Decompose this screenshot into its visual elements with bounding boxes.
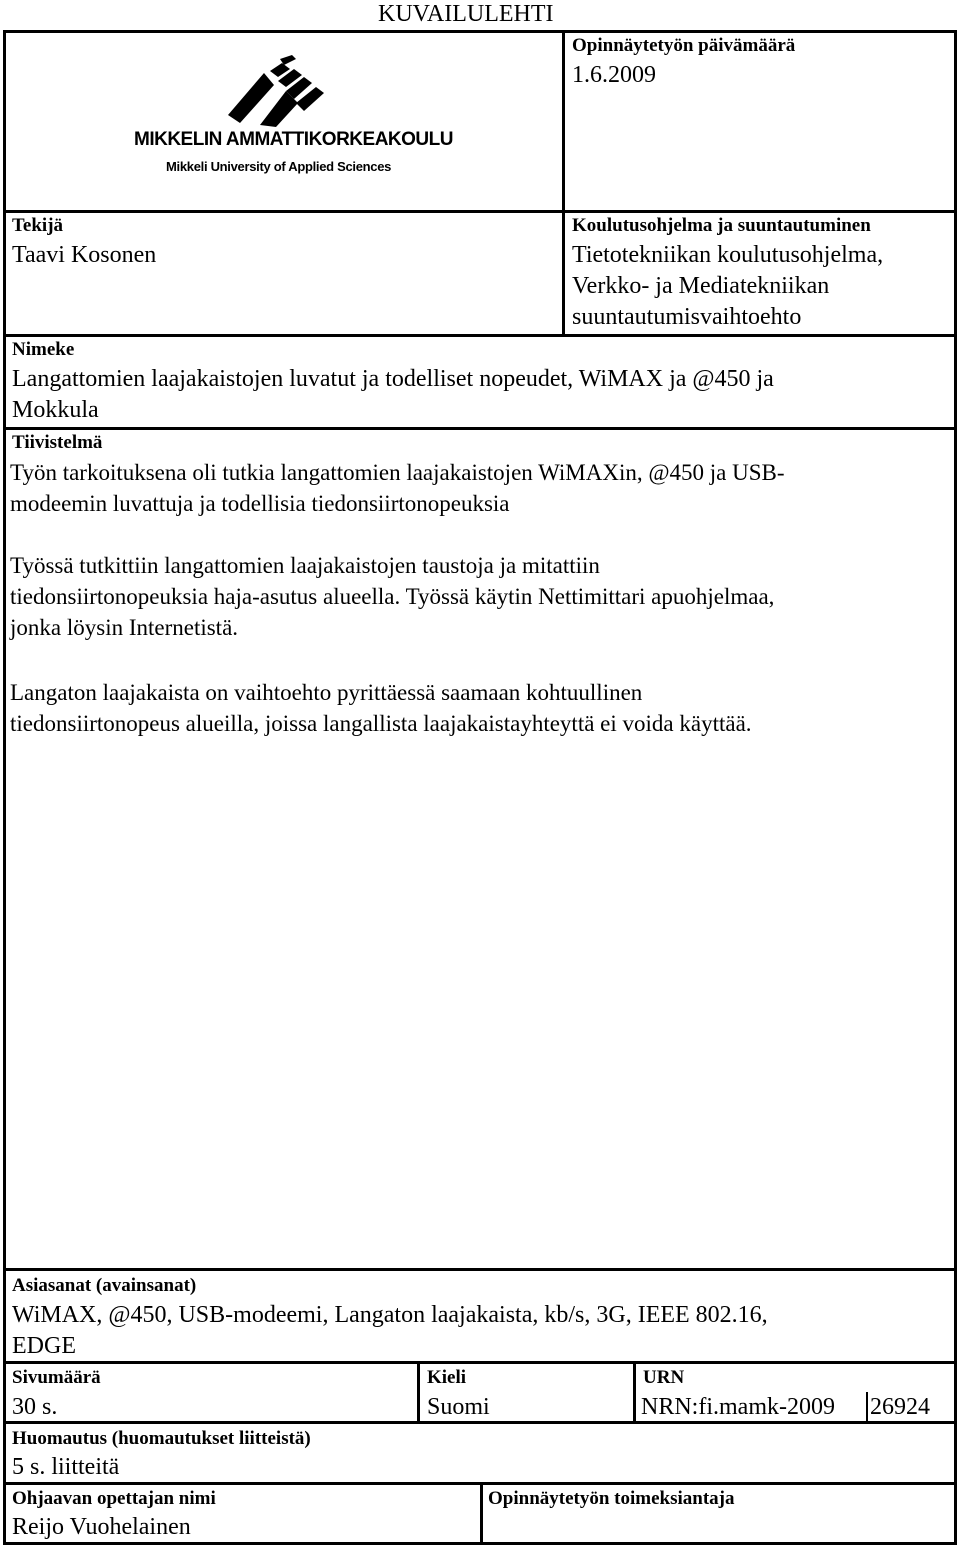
logo-subname: Mikkeli University of Applied Sciences <box>166 159 392 174</box>
language-value: Suomi <box>427 1394 490 1420</box>
mamk-logo-icon <box>220 55 330 127</box>
title-label: Nimeke <box>12 339 75 360</box>
notes-value: 5 s. liitteitä <box>12 1454 120 1480</box>
commissioner-label: Opinnäytetyön toimeksiantaja <box>488 1488 735 1509</box>
logo-name: MIKKELIN AMMATTIKORKEAKOULU <box>134 129 453 150</box>
abstract-line: Työssä tutkittiin langattomien laajakaistojen taustoja ja mitattiin <box>10 553 600 578</box>
author-value: Taavi Kosonen <box>12 242 157 268</box>
supervisor-label: Ohjaavan opettajan nimi <box>12 1488 216 1509</box>
title-line: Langattomien laajakaistojen luvatut ja todelliset nopeudet, WiMAX ja @450 ja <box>12 366 774 392</box>
keywords-line: WiMAX, @450, USB-modeemi, Langaton laajakaista, kb/s, 3G, IEEE 802.16, <box>12 1302 768 1328</box>
notes-label: Huomautus (huomautukset liitteistä) <box>12 1428 311 1449</box>
urn-value-b: 26924 <box>870 1394 930 1420</box>
keywords-value <box>12 1300 768 1362</box>
abstract-line: tiedonsiirtonopeus alueilla, joissa langallista laajakaistayhteyttä ei voida käyttää. <box>10 711 752 736</box>
date-value: 1.6.2009 <box>572 62 656 88</box>
date-label: Opinnäytetyön päivämäärä <box>572 35 796 56</box>
abstract-line: jonka löysin Internetistä. <box>10 615 239 640</box>
pages-label: Sivumäärä <box>12 1367 101 1388</box>
urn-value-a: NRN:fi.mamk-2009 <box>641 1394 835 1420</box>
pages-value: 30 s. <box>12 1394 58 1420</box>
supervisor-value: Reijo Vuohelainen <box>12 1514 191 1540</box>
language-label: Kieli <box>427 1367 467 1388</box>
abstract-paragraph <box>10 677 950 739</box>
programme-line: Tietotekniikan koulutusohjelma, <box>572 242 884 268</box>
abstract-line: Langaton laajakaista on vaihtoehto pyrittäessä saamaan kohtuullinen <box>10 680 643 705</box>
title-value <box>12 364 774 426</box>
urn-label: URN <box>643 1367 685 1388</box>
keywords-line: EDGE <box>12 1333 76 1359</box>
author-label: Tekijä <box>12 215 64 236</box>
programme-line: suuntautumisvaihtoehto <box>572 304 802 330</box>
abstract-paragraph <box>10 550 950 643</box>
document-heading: KUVAILULEHTI <box>378 1 554 27</box>
title-line: Mokkula <box>12 397 99 423</box>
university-logo <box>130 55 453 185</box>
keywords-label: Asiasanat (avainsanat) <box>12 1275 197 1296</box>
abstract-paragraph <box>10 457 950 519</box>
abstract-line: tiedonsiirtonopeuksia haja-asutus alueella. Työssä käytin Nettimittari apuohjelmaa, <box>10 584 775 609</box>
abstract-line: Työn tarkoituksena oli tutkia langattomien laajakaistojen WiMAXin, @450 ja USB- <box>10 460 785 485</box>
abstract-line: modeemin luvattuja ja todellisia tiedonsiirtonopeuksia <box>10 491 510 516</box>
programme-value <box>572 240 883 333</box>
programme-label: Koulutusohjelma ja suuntautuminen <box>572 215 871 236</box>
abstract-label: Tiivistelmä <box>12 432 103 453</box>
programme-line: Verkko- ja Mediatekniikan <box>572 273 830 299</box>
